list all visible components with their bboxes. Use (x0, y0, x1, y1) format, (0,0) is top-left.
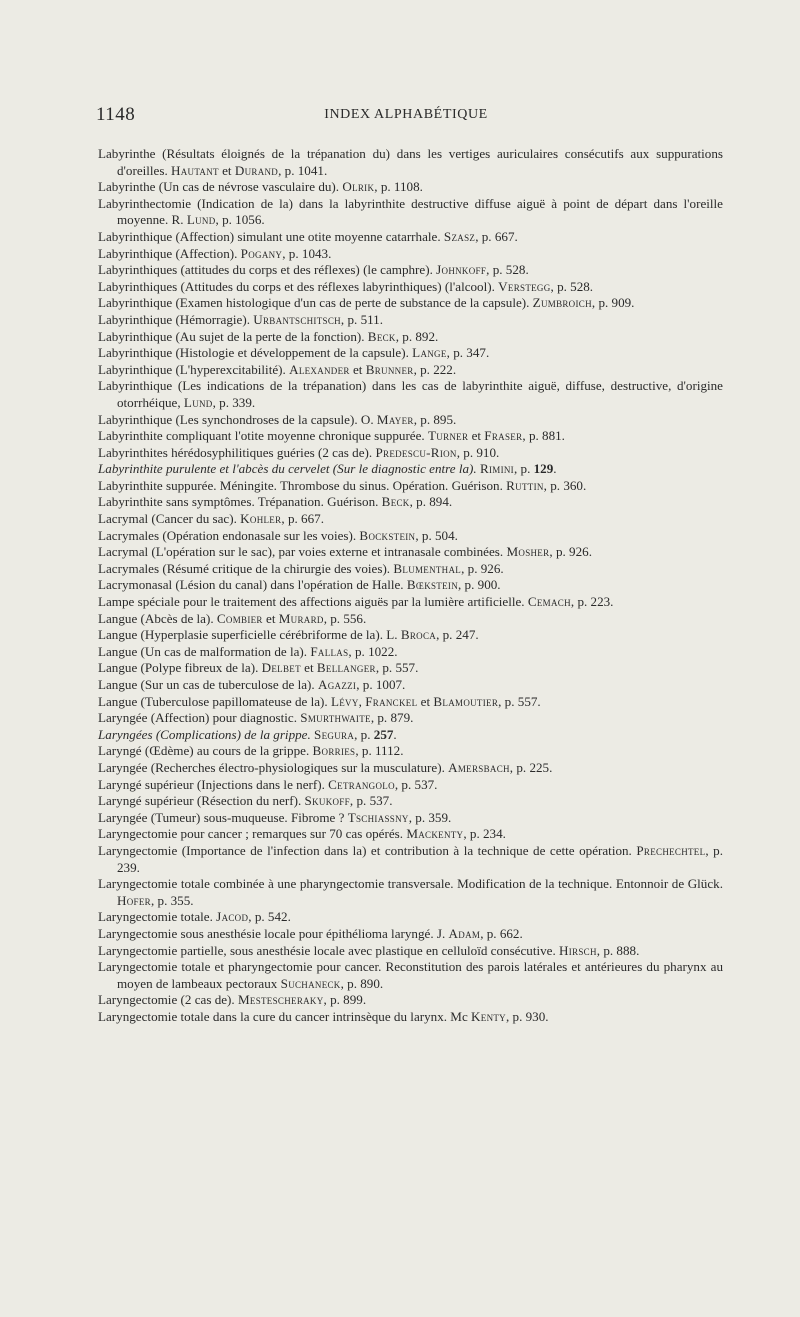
index-entry (98, 229, 723, 246)
author-name: Smurthwaite (300, 710, 371, 726)
page-reference: 257 (373, 726, 394, 742)
author-name: Durand (234, 162, 279, 178)
entry-text: Langue (Un cas de malformation de la). (98, 643, 311, 659)
author-name: Mayer (376, 411, 414, 427)
entry-text: Labyrinthite suppurée. Méningite. Thrombose du sinus. Opération. Guérison. (98, 477, 507, 493)
author-name: Amersbach (448, 759, 510, 775)
index-entry (98, 644, 723, 661)
index-entry (98, 279, 723, 296)
index-entry (98, 196, 723, 229)
entry-text: Langue (Abcès de la). (98, 610, 217, 626)
index-entry (98, 810, 723, 827)
entry-text: , p. 225. (509, 759, 553, 775)
running-title: INDEX ALPHABÉTIQUE (324, 107, 488, 122)
entry-text: , p. 1022. (348, 643, 398, 659)
index-entry (98, 793, 723, 810)
index-entry (98, 611, 723, 628)
author-name: Mestescheraky (237, 992, 324, 1008)
author-name: Hautant (171, 162, 219, 178)
entry-text: Laryngé (Œdème) au cours de la grippe. (98, 743, 313, 759)
entry-text: , p. 528. (486, 262, 529, 278)
entry-text: , p. 223. (570, 594, 614, 610)
entry-text: , p. 1007. (356, 677, 406, 692)
entry-text: . (393, 726, 397, 742)
entry-text: , p. (513, 461, 534, 477)
author-name: Rimini (479, 461, 514, 477)
author-name: Olrik (342, 179, 375, 195)
author-name: Lund (183, 394, 213, 410)
index-entry (98, 594, 723, 611)
entry-text: Laryngectomie partielle, sous anesthésie locale avec plastique en celluloïd consécutive. (98, 942, 560, 958)
entry-text: Lacrymales (Résumé critique de la chirurgie des voies). (98, 560, 394, 576)
index-entry (98, 777, 723, 794)
author-name: Agazzi (317, 677, 357, 692)
entry-text: Laryngée (Affection) pour diagnostic. (98, 710, 301, 726)
entry-text: , p. 556. (323, 610, 367, 626)
index-entry (98, 412, 723, 429)
entry-text: Labyrinthique (Les indications de la trépanation) dans les cas de labyrinthite aiguë, diffuse, destructive, d'origine otorrhéique, (98, 378, 723, 410)
index-entry (98, 312, 723, 329)
entry-text: , p. 557. (375, 660, 419, 676)
entry-text: Laryngectomie totale et pharyngectomie pour cancer. Reconstitution des parois latérales et antérieures du pharynx au moyen de lambeaux pectoraux (98, 959, 723, 991)
author-name: Jacod (216, 909, 249, 925)
entry-text: , p. 347. (446, 345, 490, 361)
entry-text: , p. 247. (436, 627, 479, 643)
entry-text: , (358, 693, 366, 709)
entry-text: , p. 504. (415, 527, 458, 543)
author-name: Mosher (506, 544, 550, 560)
entry-text: Langue (Sur un cas de tuberculose de la). (98, 677, 318, 692)
index-entry (98, 959, 723, 992)
index-entry (98, 660, 723, 677)
entry-text: et (218, 162, 235, 178)
entry-text: , p. 359. (408, 809, 452, 825)
entry-text: Langue (Hyperplasie superficielle cérébriforme de la). L. (98, 627, 401, 643)
author-name: Borries (312, 743, 356, 759)
entry-text: et (417, 693, 434, 709)
index-entries (98, 146, 723, 1025)
author-name: Hirsch (559, 942, 597, 958)
index-entry (98, 694, 723, 711)
index-entry (98, 378, 723, 411)
index-entry (98, 428, 723, 445)
entry-text: Labyrinthites hérédosyphilitiques guéries (2 cas de). (98, 444, 376, 460)
entry-text: , p. 879. (370, 710, 414, 726)
entry-text: , p. 909. (591, 295, 635, 311)
author-name: Mackenty (406, 826, 464, 842)
entry-text: Labyrinthiques (attitudes du corps et des réflexes) (le camphre). (98, 262, 437, 278)
author-name: Tschiassny (347, 809, 409, 825)
entry-text: Laryngectomie totale. (98, 909, 217, 925)
index-entry (98, 760, 723, 777)
index-entry (98, 362, 723, 379)
entry-text: , p. 910. (456, 444, 500, 460)
entry-text: , p. 557. (498, 693, 541, 709)
entry-text: , p. 930. (505, 1008, 549, 1024)
entry-text: Labyrinthite compliquant l'otite moyenne chronique suppurée. (98, 428, 428, 444)
entry-text: Lacrymal (L'opération sur le sac), par voies externe et intranasale combinées. (98, 544, 507, 560)
index-entry (98, 843, 723, 876)
author-name: Combier (216, 610, 263, 626)
entry-text: Lacrymal (Cancer du sac). (98, 511, 241, 527)
entry-text: . (553, 461, 557, 477)
index-entry (98, 909, 723, 926)
entry-text: , p. 926. (549, 544, 592, 560)
entry-text: , p. 339. (212, 394, 256, 410)
entry-text: , p. 890. (340, 975, 384, 991)
entry-text: , p. 1056. (215, 212, 265, 228)
index-entry (98, 329, 723, 346)
author-name: Bœkstein (406, 577, 458, 593)
page-number: 1148 (96, 104, 136, 125)
author-name: Cemach (527, 594, 571, 610)
author-name: Franckel (365, 693, 418, 709)
entry-text: Labyrinthite sans symptômes. Trépanation. Guérison. (98, 494, 382, 510)
author-name: Alexander (289, 361, 350, 377)
entry-text: Laryngectomie (Importance de l'infection dans la) et contribution à la technique de cette opération. (98, 842, 637, 858)
entry-text: , p. 1108. (374, 179, 423, 195)
author-name: Brunner (365, 361, 414, 377)
entry-text: Labyrinthique (L'hyperexcitabilité). (98, 361, 290, 377)
entry-text: , p. (354, 726, 374, 742)
entry-text: , p. 899. (323, 992, 367, 1008)
author-name: Beck (381, 494, 410, 510)
entry-text: , p. 222. (413, 361, 457, 377)
entry-text: , p. 234. (463, 826, 506, 842)
entry-text: Labyrinthique (Au sujet de la perte de la fonction). (98, 328, 368, 344)
index-entry (98, 710, 723, 727)
author-name: Verstegg (498, 278, 551, 294)
entry-text: Laryngectomie totale combinée à une pharyngectomie transversale. Modification de la technique. Entonnoir de Glück. (98, 876, 723, 892)
author-name: Lévy (330, 693, 359, 709)
index-entry (98, 544, 723, 561)
entry-text: Laryngée (Tumeur) sous-muqueuse. Fibrome ? (98, 809, 348, 825)
entry-text: , p. 1043. (282, 245, 332, 261)
entry-text: Laryngectomie (2 cas de). (98, 992, 238, 1008)
author-name: Szasz (443, 228, 476, 244)
entry-text: Lacrymales (Opération endonasale sur les voies). (98, 527, 360, 543)
index-entry (98, 146, 723, 179)
entry-title-italic: Laryngées (Complications) de la grippe. (98, 726, 311, 742)
entry-text: et (468, 428, 485, 444)
index-entry (98, 743, 723, 760)
author-name: Suchaneck (280, 975, 341, 991)
author-name: Lund (186, 212, 216, 228)
index-entry (98, 179, 723, 196)
index-entry (98, 511, 723, 528)
entry-text: et (262, 610, 279, 626)
entry-text: Laryngée (Recherches électro-physiologiques sur la musculature). (98, 759, 449, 775)
entry-text: , p. 667. (475, 228, 518, 244)
entry-text: Laryngectomie sous anesthésie locale pour épithélioma laryngé. J. (98, 925, 449, 941)
entry-text: , p. 537. (349, 793, 393, 809)
index-entry (98, 826, 723, 843)
entry-text: , p. 542. (248, 909, 291, 925)
author-name: Predescu-Rion (375, 444, 457, 460)
entry-text: , p. 667. (281, 511, 324, 527)
author-name: Adam (448, 925, 481, 941)
entry-text: Laryngectomie pour cancer ; remarques sur 70 cas opérés. (98, 826, 407, 842)
entry-text: Laryngé supérieur (Injections dans le nerf). (98, 776, 329, 792)
entry-text: et (349, 361, 366, 377)
index-entry (98, 926, 723, 943)
author-name: Zumbroich (532, 295, 592, 311)
author-name: Skukoff (304, 793, 350, 809)
index-entry (98, 528, 723, 545)
author-name: Kohler (240, 511, 282, 527)
entry-text: Labyrinthique (Examen histologique d'un cas de perte de substance de la capsule). (98, 295, 533, 311)
index-entry (98, 461, 723, 478)
entry-text: , p. 926. (461, 560, 504, 576)
entry-text: , p. 360. (543, 477, 587, 493)
entry-text: Labyrinthectomie (Indication de la) dans la labyrinthite destructive diffuse aiguë à point de départ dans l'oreille moyenne. R. (98, 195, 723, 228)
entry-text: , p. 1041. (278, 162, 328, 178)
entry-text: , p. 662. (480, 925, 523, 941)
entry-text: Lacrymonasal (Lésion du canal) dans l'opération de Halle. (98, 577, 407, 593)
author-name: Murard (278, 610, 324, 626)
author-name: Bellanger (316, 660, 376, 676)
author-name: Fallas (310, 643, 349, 659)
entry-title-italic: Labyrinthite purulente et l'abcès du cervelet (Sur le diagnostic entre la). (98, 461, 477, 477)
author-name: Urbantschitsch (253, 311, 341, 327)
author-name: Lange (412, 345, 447, 361)
index-entry (98, 262, 723, 279)
entry-text: , p. 900. (458, 577, 501, 593)
author-name: Hofer (117, 892, 151, 908)
index-entry (98, 677, 723, 694)
author-name: Blumenthal (393, 560, 462, 576)
entry-text: , p. 892. (395, 328, 439, 344)
entry-text: , p. 894. (409, 494, 453, 510)
entry-text: , p. 881. (522, 428, 565, 444)
entry-text: , p. 888. (596, 942, 640, 958)
page-reference: 129 (533, 461, 554, 477)
entry-text: , p. 355. (150, 892, 194, 908)
entry-text: , p. 537. (394, 776, 438, 792)
entry-text: Laryngé supérieur (Résection du nerf). (98, 793, 305, 809)
entry-text: Lampe spéciale pour le traitement des affections aiguës par la lumière artificielle. (98, 594, 528, 610)
author-name: Broca (400, 627, 437, 643)
index-entry (98, 727, 723, 744)
entry-text: , p. 239. (117, 842, 723, 875)
author-name: Cetrangolo (328, 776, 395, 792)
entry-text: Labyrinthe (Résultats éloignés de la trépanation du) dans les vertiges auriculaires consécutifs aux suppurations d'oreilles. (98, 146, 723, 178)
entry-text: Labyrinthique (Affection) simulant une otite moyenne catarrhale. (98, 228, 444, 244)
index-entry (98, 561, 723, 578)
author-name: Prechechtel (636, 842, 706, 858)
entry-text: Langue (Polype fibreux de la). (98, 660, 262, 676)
entry-text: Labyrinthiques (Attitudes du corps et des réflexes labyrinthiques) (l'alcool). (98, 278, 499, 294)
index-entry (98, 577, 723, 594)
entry-text: et (300, 660, 317, 676)
author-name: Kenty (471, 1008, 506, 1024)
entry-text: Labyrinthique (Les synchondroses de la capsule). O. (98, 411, 377, 427)
author-name: Johnkoff (436, 262, 487, 278)
entry-text: Labyrinthe (Un cas de névrose vasculaire du). (98, 179, 343, 195)
entry-text: , p. 1112. (355, 743, 404, 759)
entry-text: , p. 528. (550, 278, 594, 294)
index-entry (98, 445, 723, 462)
index-entry (98, 494, 723, 511)
index-entry (98, 992, 723, 1009)
index-entry (98, 478, 723, 495)
author-name: Beck (367, 328, 396, 344)
entry-text: Laryngectomie totale dans la cure du cancer intrinsèque du larynx. Mc (98, 1008, 472, 1024)
author-name: Delbet (261, 660, 301, 676)
index-entry (98, 1009, 723, 1026)
index-entry (98, 943, 723, 960)
author-name: Ruttin (506, 477, 544, 493)
entry-text: Labyrinthique (Affection). (98, 245, 241, 261)
author-name: Fraser (484, 428, 523, 444)
index-entry (98, 246, 723, 263)
entry-text: Labyrinthique (Histologie et développement de la capsule). (98, 345, 413, 361)
index-entry (98, 627, 723, 644)
index-entry (98, 295, 723, 312)
author-name: Segura (314, 726, 355, 742)
author-name: Bockstein (359, 527, 416, 543)
entry-text: Langue (Tuberculose papillomateuse de la). (98, 693, 331, 709)
author-name: Pogany (240, 245, 283, 261)
page-header (96, 104, 716, 128)
index-entry (98, 345, 723, 362)
entry-text: Labyrinthique (Hémorragie). (98, 311, 254, 327)
author-name: Turner (427, 428, 469, 444)
entry-text: , p. 895. (413, 411, 457, 427)
author-name: Blamoutier (433, 693, 499, 709)
index-entry (98, 876, 723, 909)
entry-text: , p. 511. (340, 311, 383, 327)
